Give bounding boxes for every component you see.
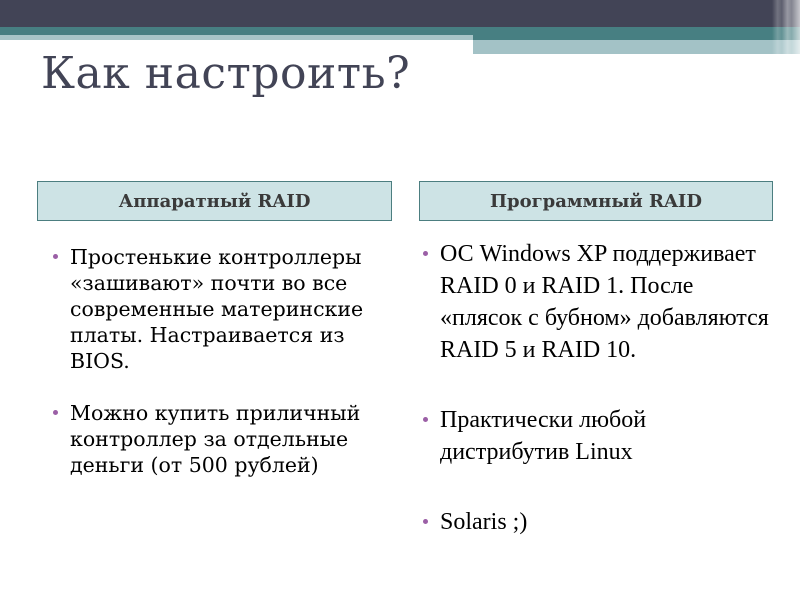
bullet-dot-icon [423, 251, 428, 256]
banner-light-stripe-right [473, 40, 800, 54]
bullet-dot-icon [423, 519, 428, 524]
bullet-dot-icon [53, 254, 58, 259]
slide-title: Как настроить? [41, 48, 411, 99]
list-item [70, 244, 390, 374]
column-header-software-raid [419, 181, 773, 221]
bullet-dot-icon [423, 417, 428, 422]
banner-fade-edge [772, 0, 800, 54]
banner-dark-stripe [0, 0, 800, 27]
list-item [440, 506, 780, 538]
column-header-label: Аппаратный RAID [118, 190, 311, 212]
list-item [440, 238, 780, 366]
list-item [70, 400, 390, 478]
list-item-text: Практически любой дистрибутив Linux [440, 407, 647, 465]
list-item-text: ОС Windows XP поддерживает RAID 0 и RAID 1. После «плясок с бубном» добавляются RAID 5 и RAID 10. [440, 241, 769, 363]
banner-teal-stripe-right [473, 27, 800, 40]
bullet-dot-icon [53, 410, 58, 415]
software-raid-list [440, 238, 780, 576]
banner-light-stripe-left [0, 35, 473, 40]
list-item-text: Можно купить приличный контроллер за отдельные деньги (от 500 рублей) [70, 401, 361, 477]
list-item [440, 404, 780, 468]
list-item-text: Solaris ;) [440, 509, 528, 535]
list-item-text: Простенькие контроллеры «зашивают» почти во все современные материнские платы. Настраивается из BIOS. [70, 245, 364, 373]
column-header-label: Программный RAID [490, 190, 702, 212]
banner-teal-stripe-left [0, 27, 473, 35]
column-header-hardware-raid [37, 181, 392, 221]
hardware-raid-list [70, 244, 390, 504]
